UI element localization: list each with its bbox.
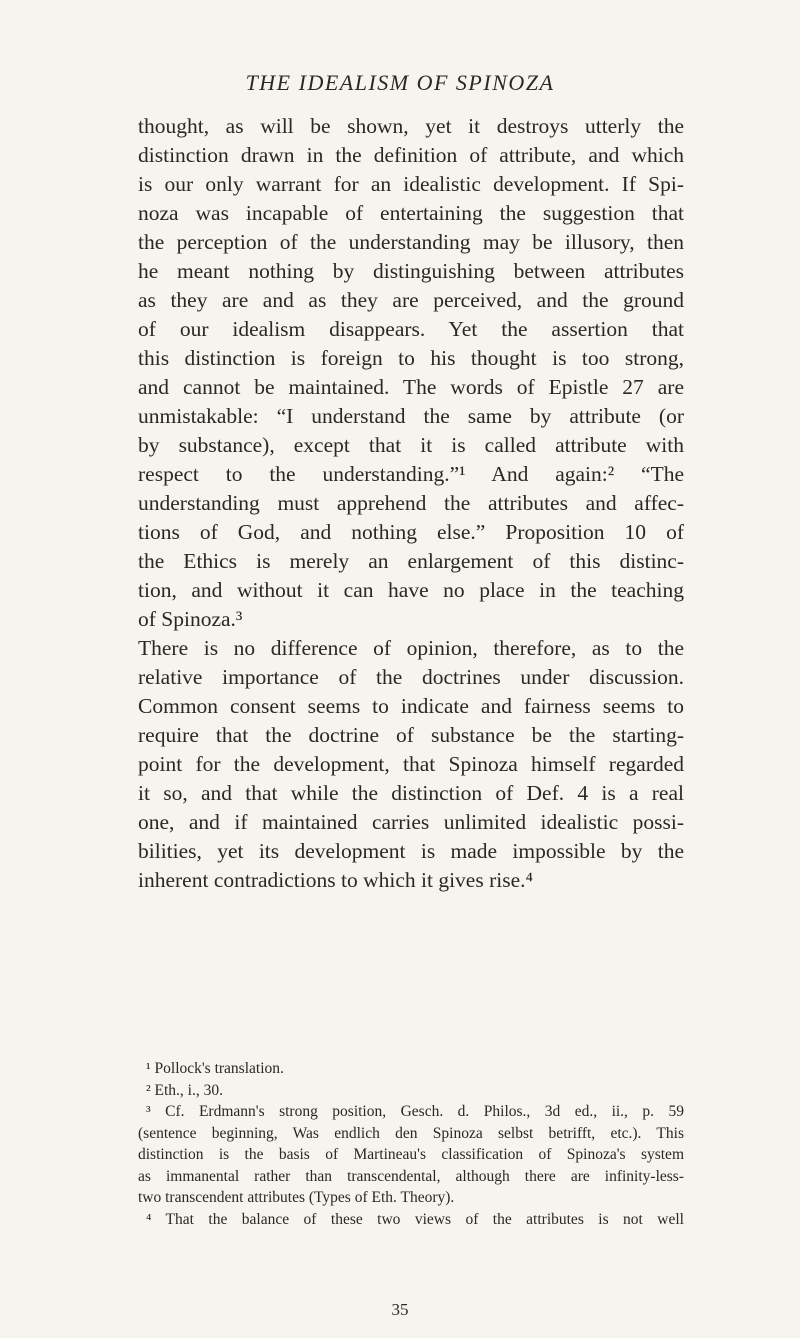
footnote-line: ² Eth., i., 30. — [146, 1081, 223, 1099]
footnote-line: distinction is the basis of Martineau's classification of Spinoza's system — [138, 1146, 684, 1163]
footnote-line: ³ Cf. Erdmann's strong position, Gesch. d. Philos., 3d ed., ii., p. 59 — [146, 1103, 684, 1120]
body-line: he meant nothing by distinguishing between attributes — [138, 259, 684, 283]
footnote-line: as immanental rather than transcendental, although there are infinity-less- — [138, 1167, 684, 1185]
body-line: point for the development, that Spinoza himself regarded — [138, 752, 684, 776]
body-line: There is no difference of opinion, therefore, as to the — [138, 636, 684, 660]
body-line: the Ethics is merely an enlargement of this distinc- — [138, 549, 684, 573]
body-line: and cannot be maintained. The words of Epistle 27 are — [138, 375, 684, 399]
body-line: this distinction is foreign to his thought is too strong, — [138, 346, 684, 370]
body-line: unmistakable: “I understand the same by attribute (or — [138, 404, 684, 428]
body-line: respect to the understanding.”¹ And again:² “The — [138, 462, 684, 486]
body-line: Common consent seems to indicate and fairness seems to — [138, 694, 684, 718]
footnote-line: (sentence beginning, Was endlich den Spinoza selbst betrifft, etc.). This — [138, 1124, 684, 1142]
footnotes — [138, 1058, 684, 1230]
body-text — [138, 112, 684, 895]
running-head: THE IDEALISM OF SPINOZA — [245, 70, 555, 95]
body-line: is our only warrant for an idealistic development. If Spi- — [138, 172, 684, 196]
page-number: 35 — [391, 1300, 409, 1319]
body-line: tion, and without it can have no place in the teaching — [138, 578, 684, 602]
body-line: by substance), except that it is called attribute with — [138, 433, 684, 457]
footnote-line: ¹ Pollock's translation. — [146, 1060, 284, 1077]
body-line: require that the doctrine of substance be the starting- — [138, 723, 684, 747]
body-line: relative importance of the doctrines under discussion. — [138, 665, 684, 689]
body-line: of our idealism disappears. Yet the assertion that — [138, 317, 684, 341]
body-line: inherent contradictions to which it gives rise.⁴ — [138, 868, 533, 892]
body-line: the perception of the understanding may be illusory, then — [138, 230, 684, 254]
body-line: it so, and that while the distinction of Def. 4 is a real — [138, 781, 684, 805]
body-line: tions of God, and nothing else.” Proposition 10 of — [138, 520, 684, 544]
footnote-line: two transcendent attributes (Types of Eth. Theory). — [138, 1189, 455, 1206]
body-line: distinction drawn in the definition of attribute, and which — [138, 143, 684, 167]
footnote-line: ⁴ That the balance of these two views of the attributes is not well — [146, 1210, 684, 1228]
body-line: understanding must apprehend the attributes and affec- — [138, 491, 684, 515]
body-line: thought, as will be shown, yet it destroys utterly the — [138, 114, 684, 138]
body-line: as they are and as they are perceived, and the ground — [138, 288, 684, 312]
body-line: one, and if maintained carries unlimited idealistic possi- — [138, 810, 684, 834]
body-line: bilities, yet its development is made impossible by the — [138, 839, 684, 863]
body-line: of Spinoza.³ — [138, 607, 243, 631]
body-line: noza was incapable of entertaining the suggestion that — [138, 201, 684, 225]
